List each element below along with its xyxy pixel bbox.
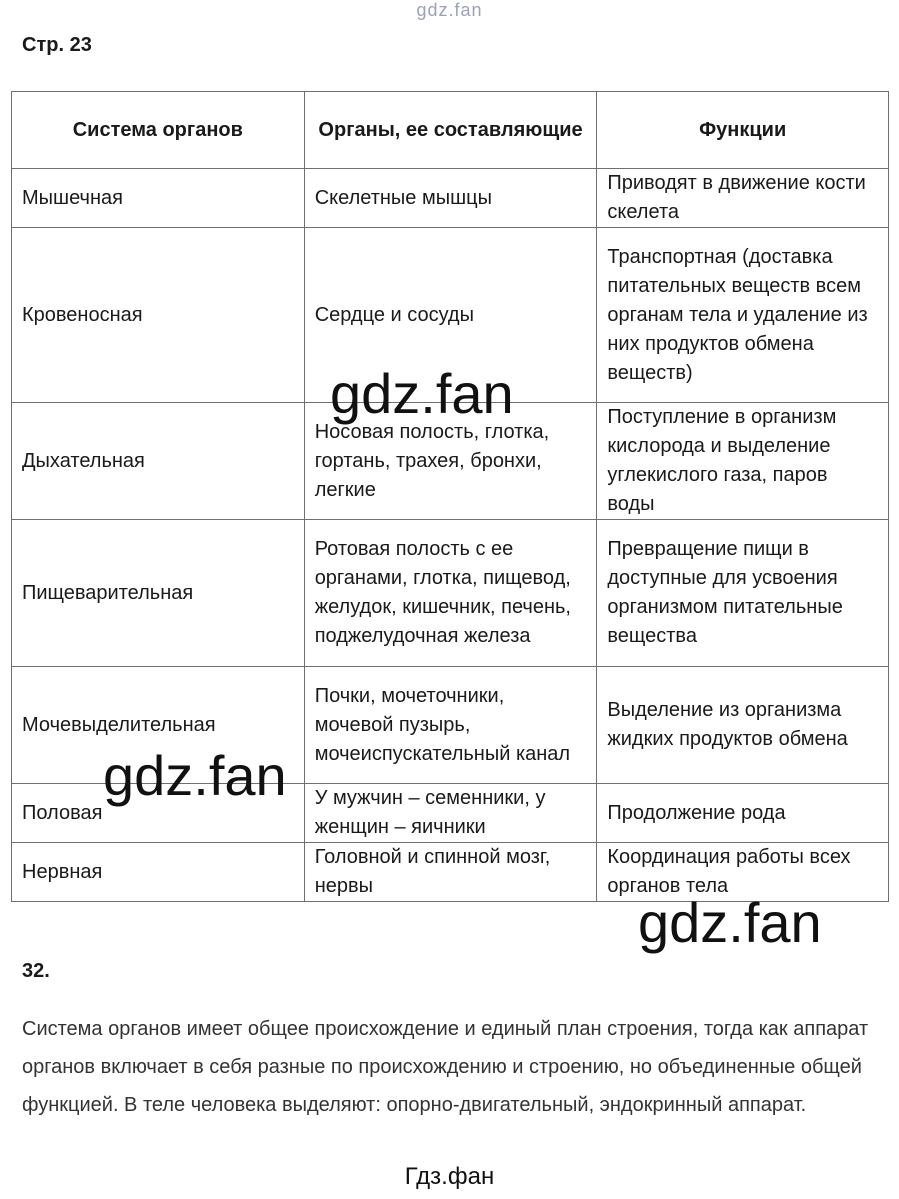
cell-system: Кровеносная — [12, 228, 305, 403]
cell-organs: Носовая полость, глотка, гортань, трахея, бронхи, легкие — [304, 403, 597, 520]
cell-organs: Почки, мочеточники, мочевой пузырь, мочеиспускательный канал — [304, 667, 597, 784]
cell-functions: Продолжение рода — [597, 784, 889, 843]
cell-system: Пищеварительная — [12, 520, 305, 667]
task-number: 32. — [22, 960, 50, 982]
cell-organs: Сердце и сосуды — [304, 228, 597, 403]
cell-organs: Скелетные мышцы — [304, 169, 597, 228]
cell-functions: Выделение из организма жидких продуктов обмена — [597, 667, 889, 784]
cell-functions: Транспортная (доставка питательных веществ всем органам тела и удаление из них продуктов обмена веществ) — [597, 228, 889, 403]
table-row — [12, 520, 889, 667]
cell-organs: Ротовая полость с ее органами, глотка, пищевод, желудок, кишечник, печень, поджелудочная железа — [304, 520, 597, 667]
cell-functions: Координация работы всех органов тела — [597, 843, 889, 902]
cell-functions: Приводят в движение кости скелета — [597, 169, 889, 228]
table-row — [12, 169, 889, 228]
watermark-bottom: Гдз.фан — [404, 1163, 495, 1190]
watermark-gdz-2: gdz.fan — [103, 744, 287, 807]
table-header-row — [12, 92, 889, 169]
header-organs: Органы, ее составляющие — [304, 92, 597, 169]
watermark-gdz-1: gdz.fan — [330, 362, 514, 425]
header-functions: Функции — [597, 92, 889, 169]
cell-functions: Поступление в организм кислорода и выделение углекислого газа, паров воды — [597, 403, 889, 520]
cell-system: Дыхательная — [12, 403, 305, 520]
cell-system: Мышечная — [12, 169, 305, 228]
cell-functions: Превращение пищи в доступные для усвоения организмом питательные вещества — [597, 520, 889, 667]
page-label: Стр. 23 — [22, 34, 92, 56]
header-system: Система органов — [12, 92, 305, 169]
watermark-gdz-3: gdz.fan — [638, 891, 822, 954]
cell-system: Половая — [12, 784, 305, 843]
answer-paragraph: Система органов имеет общее происхождение и единый план строения, тогда как аппарат органов включает в себя разные по происхождению и строению, но объединенные общей функцией. В теле человека выделяют: опорно-двигательный, эндокринный аппарат. — [22, 1018, 869, 1116]
cell-system: Нервная — [12, 843, 305, 902]
cell-system: Мочевыделительная — [12, 667, 305, 784]
cell-organs: Головной и спинной мозг, нервы — [304, 843, 597, 902]
cell-organs: У мужчин – семенники, у женщин – яичники — [304, 784, 597, 843]
watermark-top: gdz.fan — [416, 0, 483, 20]
